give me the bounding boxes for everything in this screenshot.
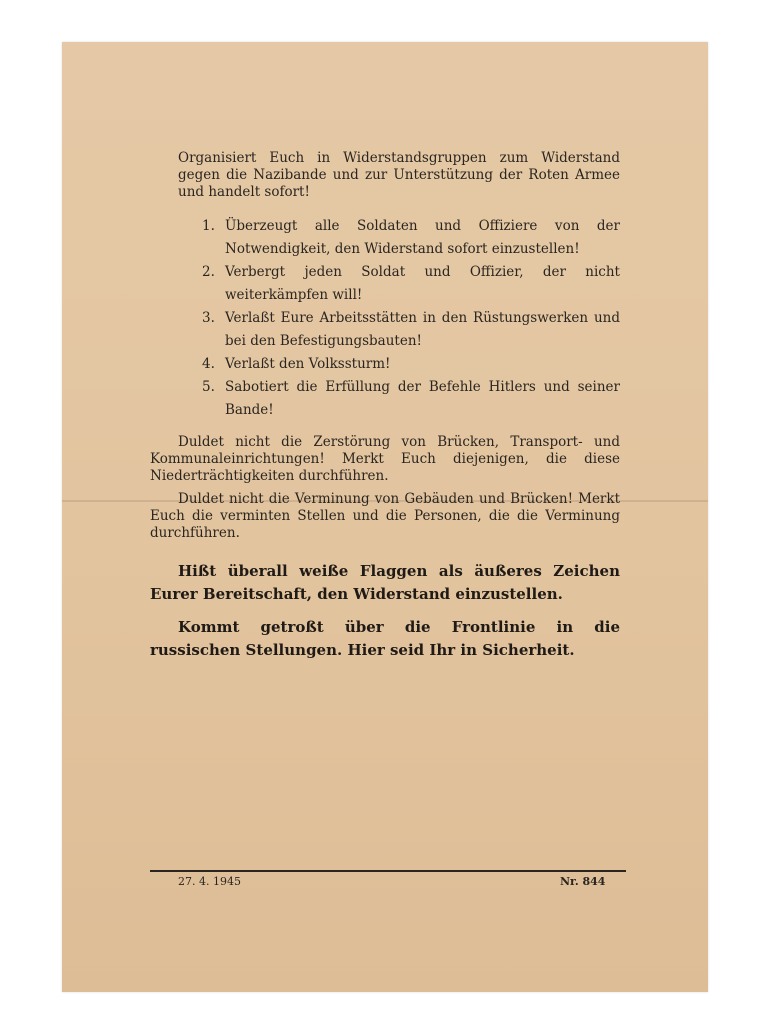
list-text: Verlaßt den Volkssturm! (225, 356, 391, 372)
list-text: Verlaßt Eure Arbeitsstätten in den Rüstungswerken und bei den Befestigungsbauten! (225, 310, 620, 349)
list-number: 2. (202, 264, 215, 280)
footer-number: Nr. 844 (560, 875, 606, 888)
footer-rule (150, 870, 626, 872)
list-item (202, 261, 620, 307)
list-number: 3. (202, 310, 215, 326)
list-number: 5. (202, 379, 215, 395)
list-number: 1. (202, 218, 215, 234)
intro-paragraph: Organisiert Euch in Widerstandsgruppen zum Widerstand gegen die Nazibande und zur Unterstützung der Roten Armee und handelt sofort! (178, 150, 620, 200)
list-text: Überzeugt alle Soldaten und Offiziere von der Notwendigkeit, den Widerstand sofort einzustellen! (225, 218, 620, 257)
list-number: 4. (202, 356, 215, 372)
bridges-paragraph: Duldet nicht die Zerstörung von Brücken, Transport- und Kommunaleinrichtungen! Merkt Euch diejenigen, die diese Niederträchtigkeiten durchführen. (150, 434, 620, 484)
list-item (202, 353, 620, 376)
white-flags-appeal: Hißt überall weiße Flaggen als äußeres Zeichen Eurer Bereitschaft, den Widerstand einzustellen. (150, 562, 620, 603)
list-item (202, 215, 620, 261)
mining-paragraph: Duldet nicht die Verminung von Gebäuden und Brücken! Merkt Euch die verminten Stellen und die Personen, die die Verminung durchführen. (150, 491, 620, 541)
list-item (202, 376, 620, 422)
list-text: Sabotiert die Erfüllung der Befehle Hitlers und seiner Bande! (225, 379, 620, 418)
leaflet-body (150, 150, 620, 662)
list-text: Verbergt jeden Soldat und Offizier, der nicht weiterkämpfen will! (225, 264, 620, 303)
cross-frontline-appeal: Kommt getroßt über die Frontlinie in die russischen Stellungen. Hier seid Ihr in Sicherheit. (150, 618, 620, 659)
list-item (202, 307, 620, 353)
footer-date: 27. 4. 1945 (178, 875, 241, 888)
demands-list (150, 215, 620, 422)
